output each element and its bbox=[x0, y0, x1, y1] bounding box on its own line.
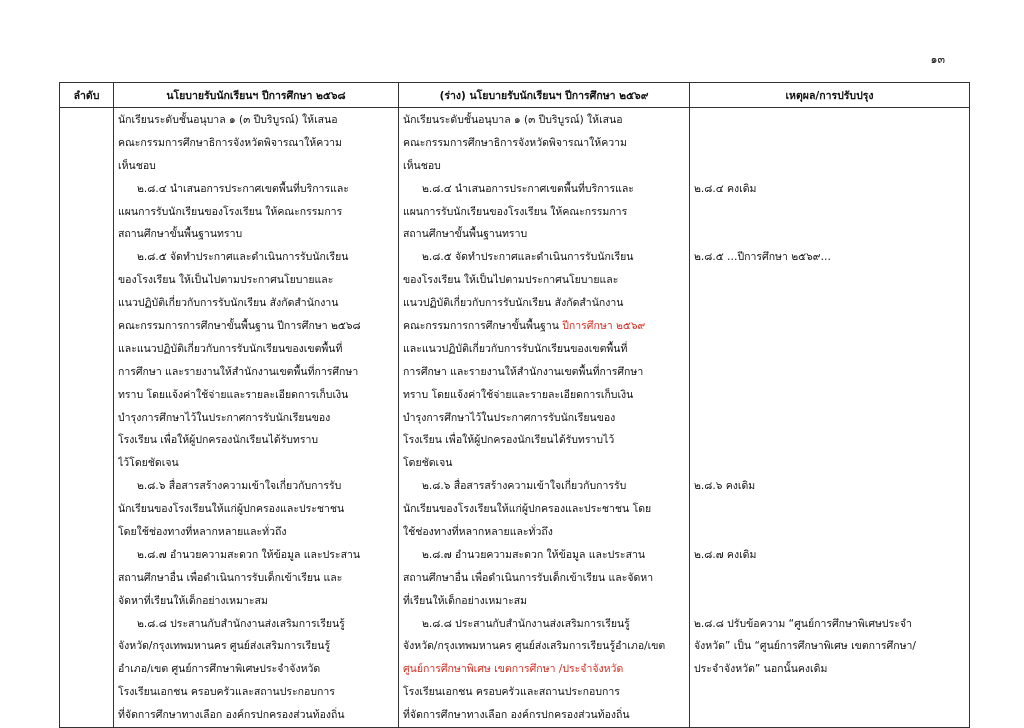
text-line: จังหวัด” เป็น “ศูนย์การศึกษาพิเศษ เขตการศึกษา/ bbox=[694, 640, 916, 653]
text-line: แนวปฏิบัติเกี่ยวกับการรับนักเรียน สังกัดสำนักงาน bbox=[403, 297, 624, 310]
text-line: ๒.๘.๘ ประสานกับสำนักงานส่งเสริมการเรียนรู้ bbox=[422, 617, 630, 630]
text-line: ๒.๘.๘ ประสานกับสำนักงานส่งเสริมการเรียนรู้ bbox=[137, 617, 345, 630]
text-line bbox=[694, 269, 965, 292]
text-line: ที่จัดการศึกษาทางเลือก องค์กรปกครองส่วนท้องถิ่น bbox=[118, 709, 345, 722]
policy-comparison-table bbox=[59, 82, 970, 728]
text-segment: คณะกรรมการการศึกษาขั้นพื้นฐาน bbox=[403, 320, 563, 333]
text-line bbox=[694, 223, 965, 246]
reason-cell bbox=[690, 108, 970, 728]
text-line: โดยใช้ช่องทางที่หลากหลายและทั่วถึง bbox=[118, 526, 287, 539]
text-line: สถานศึกษาอื่น เพื่อดำเนินการรับเด็กเข้าเรียน และจัดหา bbox=[403, 571, 654, 584]
text-line: โรงเรียนเอกชน ครอบครัวและสถานประกอบการ bbox=[403, 686, 620, 699]
text-line: บำรุงการศึกษาไว้ในประกาศการรับนักเรียนของ bbox=[118, 411, 331, 424]
text-line: ๒.๘.๔ นำเสนอการประกาศเขตพื้นที่บริการและ bbox=[422, 182, 634, 195]
text-line: การศึกษา และรายงานให้สำนักงานเขตพื้นที่การศึกษา bbox=[403, 365, 644, 378]
reason-287: ๒.๘.๗ คงเดิม bbox=[694, 548, 757, 561]
text-line: นักเรียนระดับชั้นอนุบาล ๑ (๓ ปีบริบูรณ์) ให้เสนอ bbox=[118, 114, 338, 126]
text-line: คณะกรรมการศึกษาธิการจังหวัดพิจารณาให้ความ bbox=[403, 136, 627, 149]
reason-284: ๒.๘.๔ คงเดิม bbox=[694, 182, 757, 195]
text-line: และแนวปฏิบัติเกี่ยวกับการรับนักเรียนของเขตพื้นที่ bbox=[403, 342, 628, 355]
text-line: ของโรงเรียน ให้เป็นไปตามประกาศนโยบายและ bbox=[118, 274, 334, 287]
policy-2568-cell bbox=[114, 108, 399, 728]
text-line: ๒.๘.๕ จัดทำประกาศและดำเนินการรับนักเรียน bbox=[422, 251, 634, 264]
text-line: จัดหาที่เรียนให้เด็กอย่างเหมาะสม bbox=[118, 594, 268, 607]
text-line: ทราบ โดยแจ้งค่าใช้จ่ายและรายละเอียดการเก็บเงิน bbox=[403, 388, 634, 401]
text-line bbox=[694, 109, 965, 132]
text-line: โรงเรียน เพื่อให้ผู้ปกครองนักเรียนได้รับทราบ bbox=[118, 434, 319, 447]
header-policy-2568: นโยบายรับนักเรียนฯ ปีการศึกษา ๒๕๖๘ bbox=[114, 83, 399, 108]
reason-286: ๒.๘.๖ คงเดิม bbox=[694, 480, 756, 493]
text-line: ๒.๘.๗ อำนวยความสะดวก ให้ข้อมูล และประสาน bbox=[422, 548, 646, 561]
highlighted-year: ปีการศึกษา ๒๕๖๙ bbox=[562, 320, 646, 333]
seq-cell bbox=[60, 108, 114, 728]
text-line bbox=[694, 521, 965, 544]
text-line: แนวปฏิบัติเกี่ยวกับการรับนักเรียน สังกัดสำนักงาน bbox=[118, 297, 339, 310]
text-line: ที่จัดการศึกษาทางเลือก องค์กรปกครองส่วนท้องถิ่น bbox=[403, 709, 630, 722]
text-line: ๒.๘.๖ สื่อสารสร้างความเข้าใจเกี่ยวกับการรับ bbox=[137, 480, 342, 493]
text-line: โรงเรียน เพื่อให้ผู้ปกครองนักเรียนได้รับทราบไว้ bbox=[403, 434, 615, 447]
text-line: บำรุงการศึกษาไว้ในประกาศการรับนักเรียนของ bbox=[403, 411, 616, 424]
text-line: นักเรียนระดับชั้นอนุบาล ๑ (๓ ปีบริบูรณ์) ให้เสนอ bbox=[403, 114, 623, 126]
text-line bbox=[694, 132, 965, 155]
page-number: ๑๓ bbox=[930, 53, 945, 66]
text-line bbox=[694, 155, 965, 178]
text-line: คณะกรรมการการศึกษาขั้นพื้นฐาน ปีการศึกษา ๒๕๖๘ bbox=[118, 320, 361, 333]
text-line: ๒.๘.๖ สื่อสารสร้างความเข้าใจเกี่ยวกับการรับ bbox=[422, 480, 627, 493]
text-line bbox=[694, 567, 965, 590]
text-line: อำเภอ/เขต ศูนย์การศึกษาพิเศษประจำจังหวัด bbox=[118, 663, 321, 676]
text-line: ของโรงเรียน ให้เป็นไปตามประกาศนโยบายและ bbox=[403, 274, 619, 287]
text-line bbox=[694, 681, 965, 704]
text-line: แผนการรับนักเรียนของโรงเรียน ให้คณะกรรมการ bbox=[118, 205, 343, 218]
text-line: นักเรียนของโรงเรียนให้แก่ผู้ปกครองและประชาชน bbox=[118, 503, 345, 516]
text-line: เห็นชอบ bbox=[118, 159, 156, 172]
table-row bbox=[60, 108, 970, 728]
text-line: ไว้โดยชัดเจน bbox=[118, 457, 179, 470]
text-line: ๒.๘.๔ นำเสนอการประกาศเขตพื้นที่บริการและ bbox=[137, 182, 349, 195]
text-line: ที่เรียนให้เด็กอย่างเหมาะสม bbox=[403, 594, 528, 607]
text-line: และแนวปฏิบัติเกี่ยวกับการรับนักเรียนของเขตพื้นที่ bbox=[118, 342, 343, 355]
text-line bbox=[694, 590, 965, 613]
reason-285: ๒.๘.๕ …ปีการศึกษา ๒๕๖๙… bbox=[694, 251, 831, 264]
text-line: จังหวัด/กรุงเทพมหานคร ศูนย์ส่งเสริมการเรียนรู้ bbox=[118, 640, 331, 653]
text-line: ประจำจังหวัด” นอกนั้นคงเดิม bbox=[694, 663, 828, 676]
header-reason: เหตุผล/การปรับปรุง bbox=[690, 83, 970, 108]
text-line: การศึกษา และรายงานให้สำนักงานเขตพื้นที่การศึกษา bbox=[118, 365, 359, 378]
text-line bbox=[694, 361, 965, 384]
text-line bbox=[694, 315, 965, 338]
text-line: แผนการรับนักเรียนของโรงเรียน ให้คณะกรรมการ bbox=[403, 205, 628, 218]
text-line bbox=[694, 429, 965, 452]
draft-2569-cell bbox=[399, 108, 690, 728]
table-header-row bbox=[60, 83, 970, 108]
header-draft-2569: (ร่าง) นโยบายรับนักเรียนฯ ปีการศึกษา ๒๕๖๙ bbox=[399, 83, 690, 108]
text-line: สถานศึกษาขั้นพื้นฐานทราบ bbox=[118, 228, 243, 241]
text-line: โดยชัดเจน bbox=[403, 457, 453, 470]
text-line: โรงเรียนเอกชน ครอบครัวและสถานประกอบการ bbox=[118, 686, 335, 699]
text-line bbox=[694, 498, 965, 521]
text-line: เห็นชอบ bbox=[403, 159, 441, 172]
highlighted-center-line: ศูนย์การศึกษาพิเศษ เขตการศึกษา /ประจำจังหวัด bbox=[403, 663, 624, 676]
text-line: สถานศึกษาขั้นพื้นฐานทราบ bbox=[403, 228, 528, 241]
text-line bbox=[694, 292, 965, 315]
text-line bbox=[694, 201, 965, 224]
text-line bbox=[694, 452, 965, 475]
text-line: ๒.๘.๕ จัดทำประกาศและดำเนินการรับนักเรียน bbox=[137, 251, 349, 264]
reason-288: ๒.๘.๘ ปรับข้อความ “ศูนย์การศึกษาพิเศษประจำ bbox=[694, 617, 912, 630]
text-line bbox=[694, 338, 965, 361]
text-line: ๒.๘.๗ อำนวยความสะดวก ให้ข้อมูล และประสาน bbox=[137, 548, 361, 561]
text-line: ทราบ โดยแจ้งค่าใช้จ่ายและรายละเอียดการเก็บเงิน bbox=[118, 388, 349, 401]
text-line: คณะกรรมการศึกษาธิการจังหวัดพิจารณาให้ความ bbox=[118, 136, 342, 149]
text-line bbox=[694, 384, 965, 407]
text-line: นักเรียนของโรงเรียนให้แก่ผู้ปกครองและประชาชน โดย bbox=[403, 503, 652, 516]
text-line: สถานศึกษาอื่น เพื่อดำเนินการรับเด็กเข้าเรียน และ bbox=[118, 571, 343, 584]
text-line bbox=[694, 407, 965, 430]
text-line: ใช้ช่องทางที่หลากหลายและทั่วถึง bbox=[403, 526, 553, 539]
text-line-with-highlight bbox=[403, 315, 685, 338]
text-line: จังหวัด/กรุงเทพมหานคร ศูนย์ส่งเสริมการเรียนรู้อำเภอ/เขต bbox=[403, 640, 666, 653]
header-seq: ลำดับ bbox=[60, 83, 114, 108]
